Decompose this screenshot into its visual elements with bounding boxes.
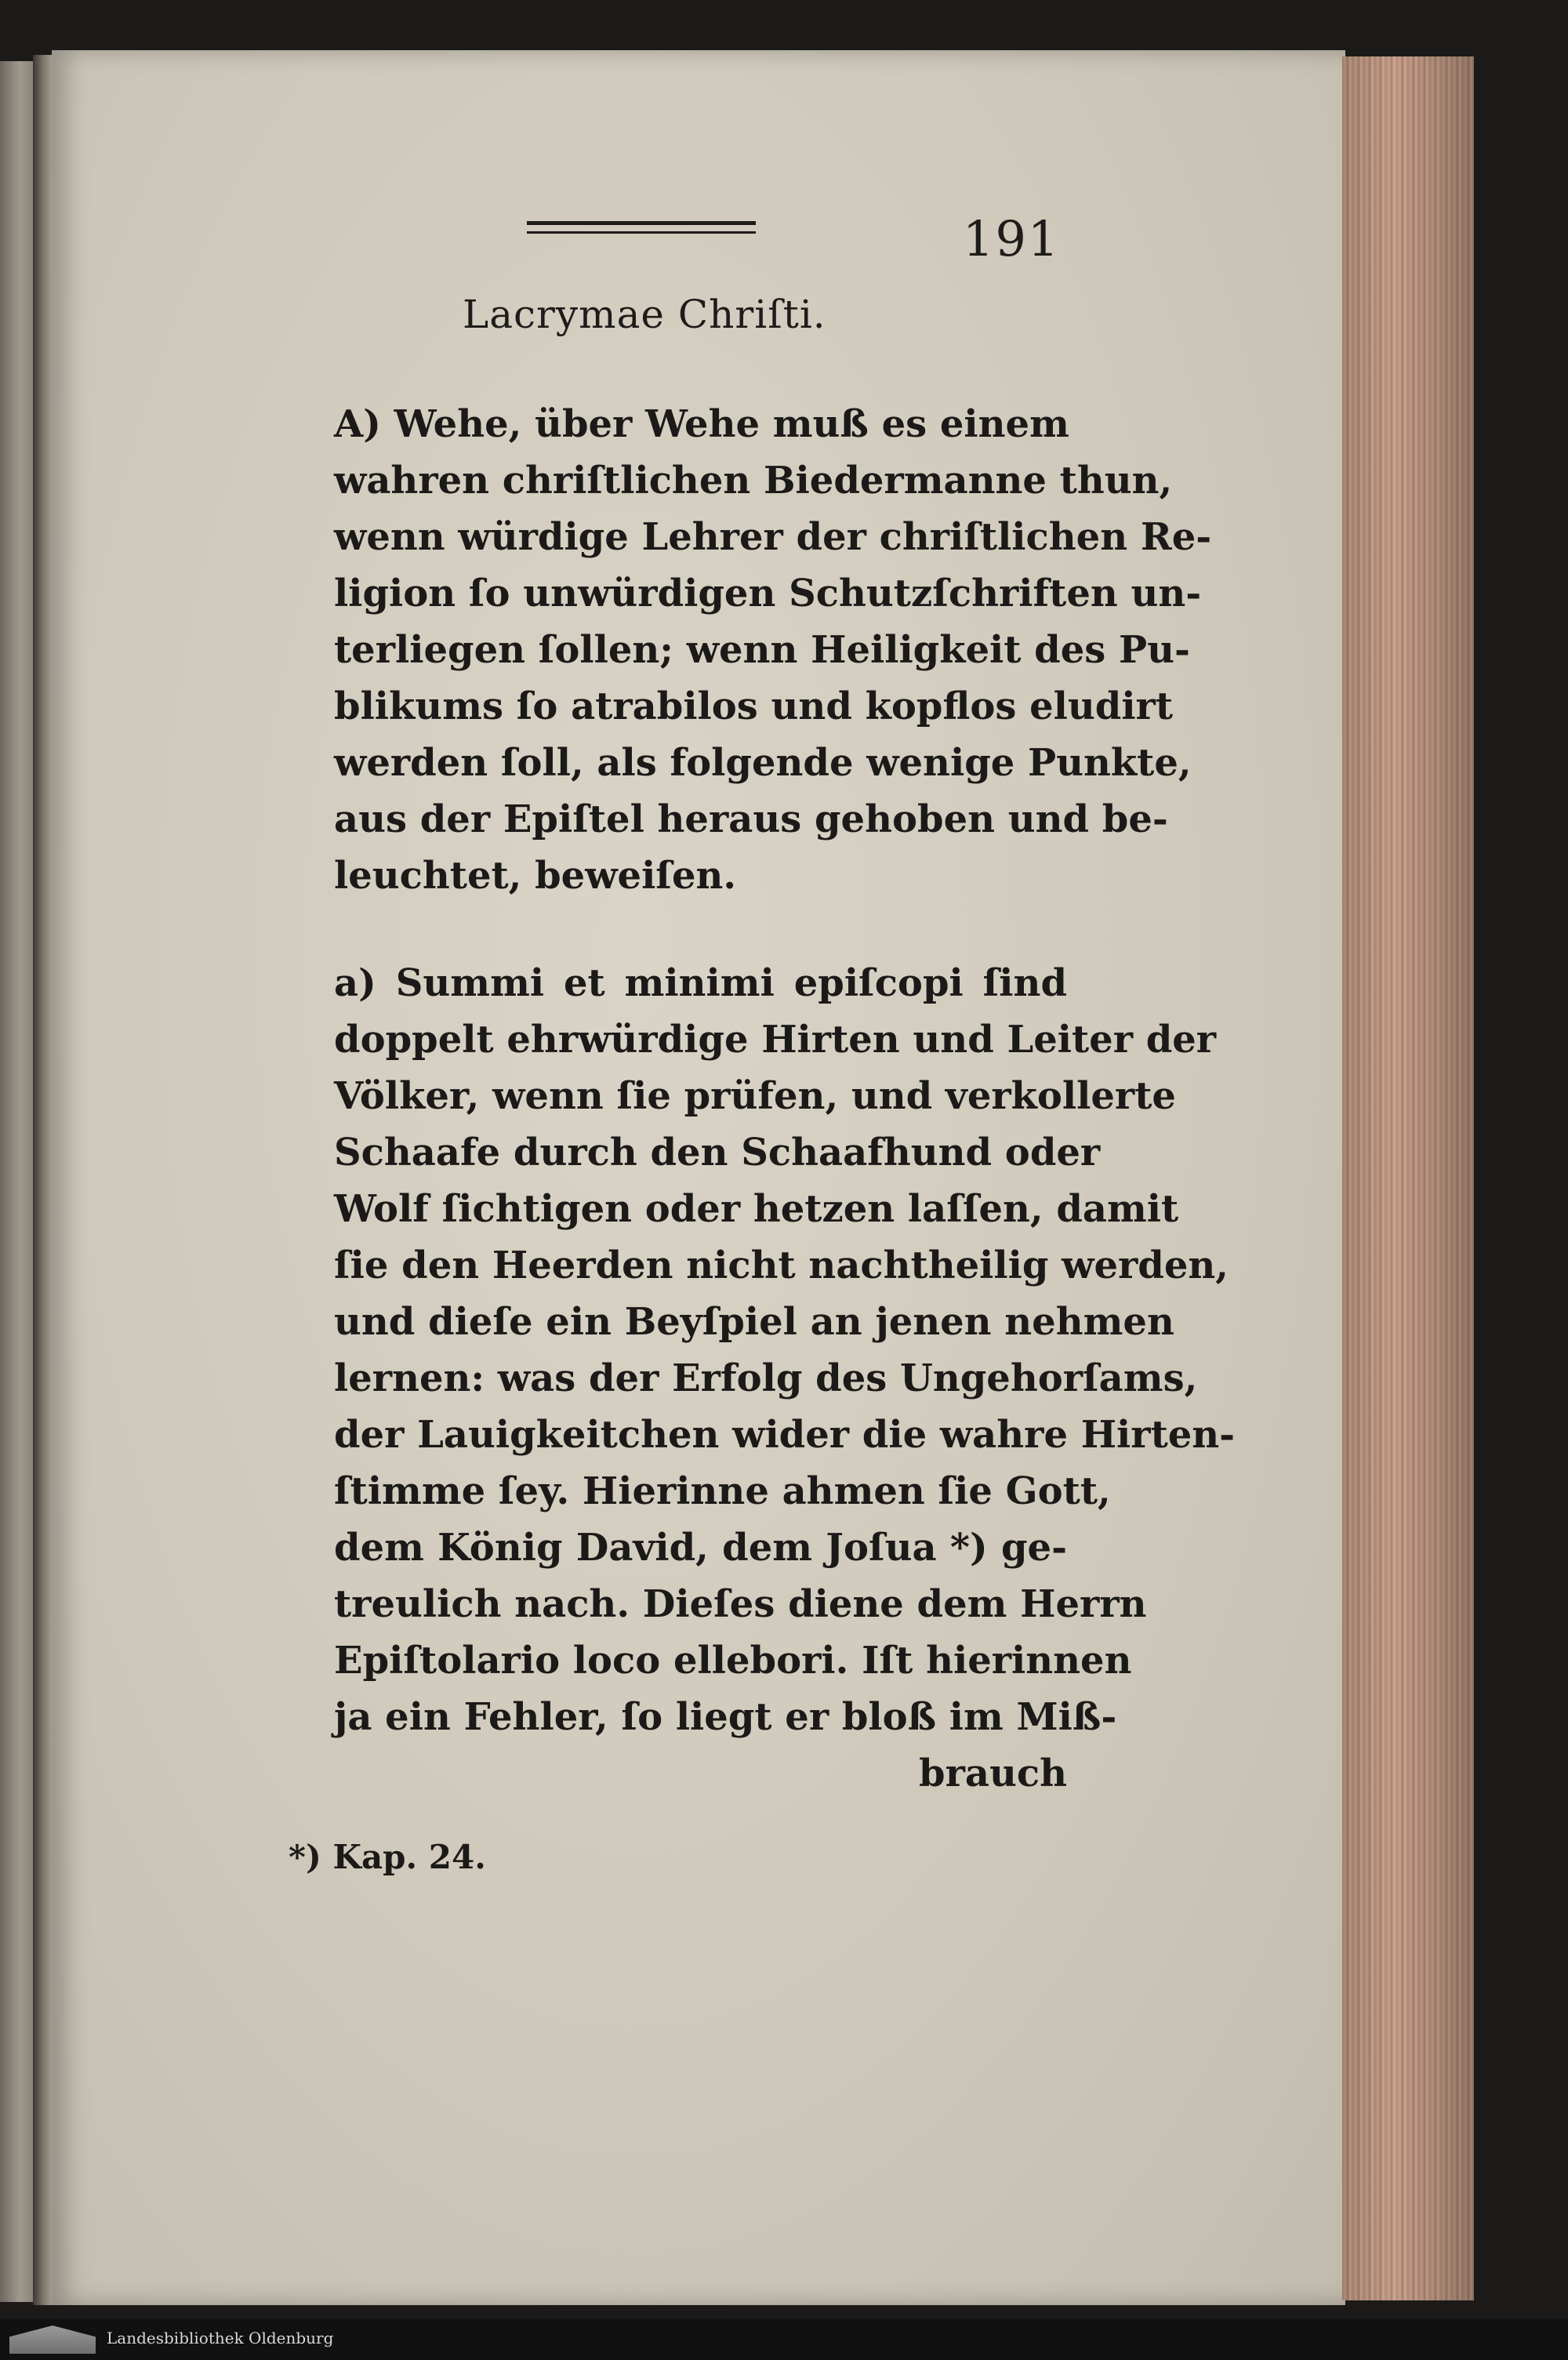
- library-name: Landesbibliothek Oldenburg: [107, 2329, 334, 2347]
- text-line: blikums ſo atrabilos und kopflos eludirt: [334, 684, 1174, 728]
- text-line: der Lauigkeitchen wider die wahre Hirten-: [334, 1413, 1236, 1457]
- section-title: Lacrymae Chriſti.: [463, 292, 826, 337]
- footer-bar: [0, 2319, 1568, 2360]
- text-line: aus der Epiſtel heraus gehoben und be-: [334, 797, 1168, 841]
- text-line: ja ein Fehler, ſo liegt er bloß im Miß-: [334, 1695, 1117, 1739]
- header-rule: [527, 221, 756, 234]
- text-line: a) Summi et minimi epiſcopi ſind: [334, 961, 1067, 1005]
- catchword: brauch: [919, 1752, 1067, 1795]
- text-line: wahren chriſtlichen Biedermanne thun,: [334, 459, 1173, 503]
- text-line: Epiſtolario loco ellebori. Iſt hierinnen: [334, 1639, 1132, 1683]
- footnote: *) Kap. 24.: [289, 1838, 486, 1876]
- text-line: und dieſe ein Beyſpiel an jenen nehmen: [334, 1300, 1174, 1344]
- text-line: A) Wehe, über Wehe muß es einem: [334, 402, 1069, 446]
- text-line: treulich nach. Dieſes diene dem Herrn: [334, 1582, 1147, 1626]
- library-building-icon: [9, 2326, 96, 2354]
- text-line: ligion ſo unwürdigen Schutzſchriften un-: [334, 572, 1202, 615]
- text-line: Wolf ſichtigen oder hetzen laſſen, damit: [334, 1187, 1179, 1231]
- text-line: lernen: was der Erfolg des Ungehorſams,: [334, 1356, 1198, 1400]
- text-line: wenn würdige Lehrer der chriſtlichen Re-: [334, 515, 1212, 559]
- text-line: ſtimme ſey. Hierinne ahmen ſie Gott,: [334, 1469, 1111, 1513]
- paragraph-1: [334, 396, 1212, 904]
- text-line: dem König David, dem Joſua *) ge-: [334, 1526, 1067, 1570]
- paragraph-2: [334, 955, 1236, 1802]
- text-line: terliegen ſollen; wenn Heiligkeit des Pu-: [334, 628, 1190, 672]
- text-line: Schaafe durch den Schaafhund oder: [334, 1131, 1101, 1175]
- page-edges-shade: [1342, 56, 1474, 2300]
- text-line: Völker, wenn ſie prüfen, und verkollerte: [334, 1074, 1176, 1118]
- text-line: werden ſoll, als folgende wenige Punkte,: [334, 741, 1192, 785]
- text-line: leuchtet, beweiſen.: [334, 854, 737, 898]
- text-line: ſie den Heerden nicht nachtheilig werden,: [334, 1244, 1229, 1287]
- text-line: doppelt ehrwürdige Hirten und Leiter der: [334, 1018, 1217, 1062]
- page-number: 191: [963, 210, 1061, 267]
- left-page-edge: [0, 61, 33, 2302]
